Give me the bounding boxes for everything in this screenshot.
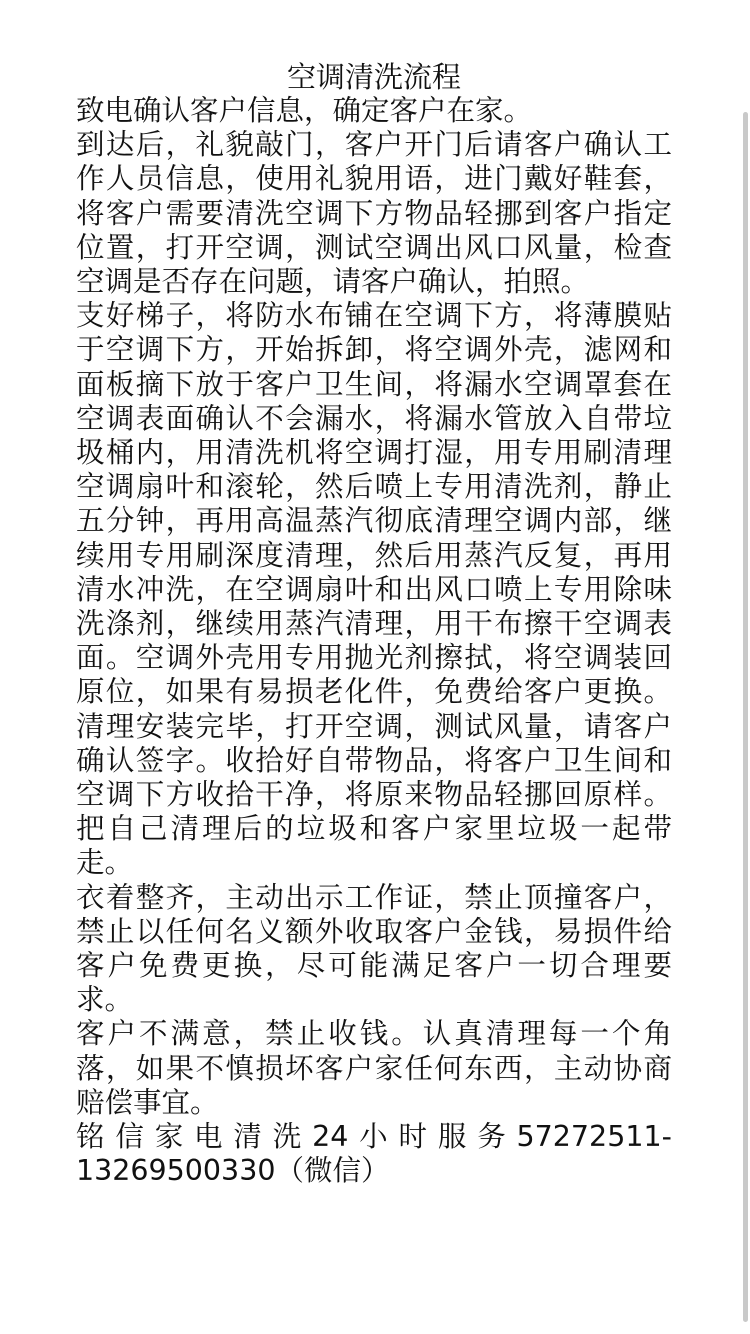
footer-char: 时 <box>398 1120 428 1154</box>
vertical-scrollbar[interactable] <box>743 112 748 1322</box>
footer-char: 清 <box>233 1120 262 1154</box>
footer-char: 电 <box>194 1120 223 1154</box>
contact-footer <box>76 1120 672 1188</box>
paragraph-conduct-rules: 衣着整齐，主动出示工作证，禁止顶撞客户，禁止以任何名义额外收取客户金钱，易损件给客户免费更换，尽可能满足客户一切合理要求。 <box>76 880 672 1017</box>
document-title: 空调清洗流程 <box>286 60 461 94</box>
footer-char: 服 <box>437 1120 467 1154</box>
paragraph-call-customer: 致电确认客户信息，确定客户在家。 <box>76 94 533 127</box>
footer-char: 24 <box>312 1120 349 1154</box>
contact-line-1 <box>76 1120 672 1154</box>
document-body <box>76 60 672 1189</box>
footer-char: 务 <box>477 1120 506 1154</box>
footer-char: 洗 <box>272 1120 302 1154</box>
paragraph-cleaning-steps: 支好梯子，将防水布铺在空调下方，将薄膜贴于空调下方，开始拆卸，将空调外壳，滤网和面板摘下放于客户卫生间，将漏水空调罩套在空调表面确认不会漏水，将漏水管放入自带垃圾桶内，用清洗机将空调打湿，用专用刷清理空调扇叶和滚轮，然后喷上专用清洗剂，静止五分钟，再用高温蒸汽彻底清理空调内部，继续用专用刷深度清理，然后用蒸汽反复，再用清水冲洗，在空调扇叶和出风口喷上专用除味洗涤剂，继续用蒸汽清理，用干布擦干空调表面。空调外壳用专用抛光剂擦拭，将空调装回原位，如果有易损老化件，免费给客户更换。清理安装完毕，打开空调，测试风量，请客户确认签字。收拾好自带物品，将客户卫生间和空调下方收拾干净，将原来物品轻挪回原样。把自己清理后的垃圾和客户家里垃圾一起带走。 <box>76 299 672 880</box>
footer-char: 铭 <box>76 1120 105 1154</box>
phone-number-1: 57272511- <box>516 1120 672 1154</box>
footer-char: 家 <box>154 1120 184 1154</box>
phone-number-2: 13269500330（微信） <box>76 1154 390 1188</box>
footer-char: 小 <box>359 1120 388 1154</box>
paragraph-arrival: 到达后，礼貌敲门，客户开门后请客户确认工作人员信息，使用礼貌用语，进门戴好鞋套，将客户需要清洗空调下方物品轻挪到客户指定位置，打开空调，测试空调出风口风量，检查空调是否存在问题，请客户确认，拍照。 <box>76 128 672 299</box>
paragraph-customer-satisfaction: 客户不满意，禁止收钱。认真清理每一个角落，如果不慎损坏客户家任何东西，主动协商赔偿事宜。 <box>76 1017 672 1119</box>
footer-char: 信 <box>115 1120 144 1154</box>
